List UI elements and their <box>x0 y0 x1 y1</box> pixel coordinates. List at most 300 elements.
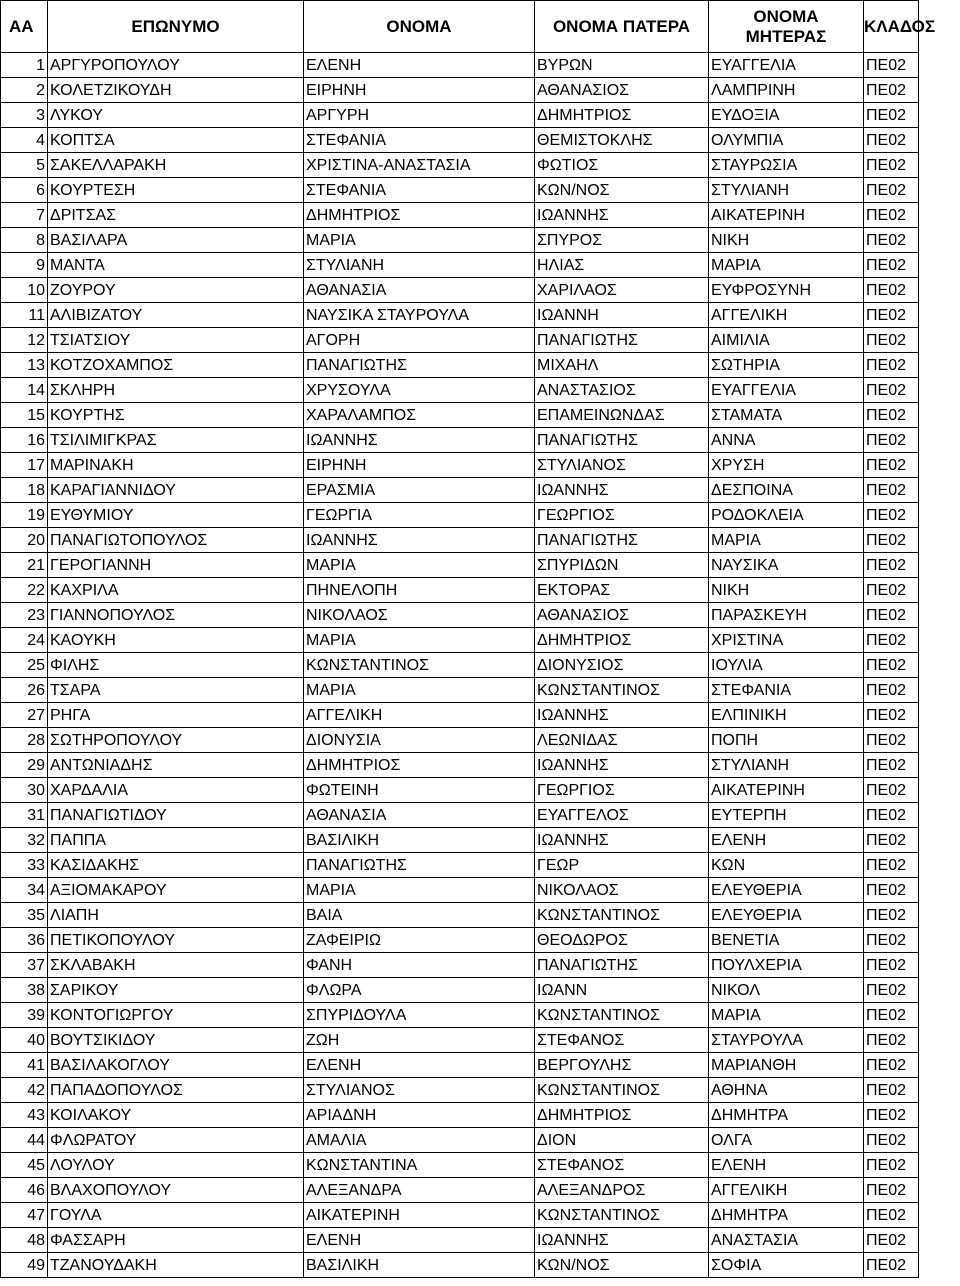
row-number: 12 <box>1 328 48 353</box>
mother-name-cell: ΕΥΦΡΟΣΥΝΗ <box>709 278 864 303</box>
mother-name-cell: ΑΝΑΣΤΑΣΙΑ <box>709 1228 864 1253</box>
mother-name-cell: ΚΩΝ <box>709 853 864 878</box>
father-name-cell: ΓΕΩΡΓΙΟΣ <box>535 778 709 803</box>
branch-cell: ΠΕ02 <box>864 1078 919 1103</box>
table-row <box>1 928 919 953</box>
row-number: 47 <box>1 1203 48 1228</box>
name-cell: ΚΩΝΣΤΑΝΤΙΝΟΣ <box>304 653 535 678</box>
surname-cell: ΚΑΧΡΙΛΑ <box>48 578 304 603</box>
surname-cell: ΛΥΚΟΥ <box>48 103 304 128</box>
mother-name-cell: ΝΙΚΟΛ <box>709 978 864 1003</box>
row-number: 1 <box>1 53 48 78</box>
surname-cell: ΛΙΑΠΗ <box>48 903 304 928</box>
surname-cell: ΓΕΡΟΓΙΑΝΝΗ <box>48 553 304 578</box>
branch-cell: ΠΕ02 <box>864 378 919 403</box>
branch-cell: ΠΕ02 <box>864 1153 919 1178</box>
table-row <box>1 1028 919 1053</box>
row-number: 23 <box>1 603 48 628</box>
row-number: 15 <box>1 403 48 428</box>
table-row <box>1 653 919 678</box>
father-name-cell: ΣΤΕΦΑΝΟΣ <box>535 1153 709 1178</box>
row-number: 6 <box>1 178 48 203</box>
surname-cell: ΚΑΣΙΔΑΚΗΣ <box>48 853 304 878</box>
mother-name-cell: ΕΛΠΙΝΙΚΗ <box>709 703 864 728</box>
table-row <box>1 878 919 903</box>
table-row <box>1 278 919 303</box>
name-cell: ΓΕΩΡΓΙΑ <box>304 503 535 528</box>
row-number: 24 <box>1 628 48 653</box>
father-name-cell: ΔΙΟΝΥΣΙΟΣ <box>535 653 709 678</box>
mother-name-cell: ΕΥΤΕΡΠΗ <box>709 803 864 828</box>
father-name-cell: ΠΑΝΑΓΙΩΤΗΣ <box>535 328 709 353</box>
name-cell: ΒΑΙΑ <box>304 903 535 928</box>
table-row <box>1 1128 919 1153</box>
surname-cell: ΠΑΠΑΔΟΠΟΥΛΟΣ <box>48 1078 304 1103</box>
table-row <box>1 1053 919 1078</box>
surname-cell: ΣΑΡΙΚΟΥ <box>48 978 304 1003</box>
mother-name-cell: ΑΙΚΑΤΕΡΙΝΗ <box>709 778 864 803</box>
table-row <box>1 553 919 578</box>
branch-cell: ΠΕ02 <box>864 728 919 753</box>
table-row <box>1 228 919 253</box>
name-cell: ΕΛΕΝΗ <box>304 1228 535 1253</box>
father-name-cell: ΠΑΝΑΓΙΩΤΗΣ <box>535 953 709 978</box>
surname-cell: ΜΑΡΙΝΑΚΗ <box>48 453 304 478</box>
branch-cell: ΠΕ02 <box>864 1178 919 1203</box>
surname-cell: ΠΑΝΑΓΙΩΤΟΠΟΥΛΟΣ <box>48 528 304 553</box>
row-number: 46 <box>1 1178 48 1203</box>
mother-name-cell: ΝΑΥΣΙΚΑ <box>709 553 864 578</box>
mother-name-cell: ΜΑΡΙΑΝΘΗ <box>709 1053 864 1078</box>
mother-name-cell: ΧΡΙΣΤΙΝΑ <box>709 628 864 653</box>
table-row <box>1 303 919 328</box>
row-number: 44 <box>1 1128 48 1153</box>
surname-cell: ΚΑΟΥΚΗ <box>48 628 304 653</box>
table-row <box>1 528 919 553</box>
header-father-name: ΟΝΟΜΑ ΠΑΤΕΡΑ <box>535 1 709 53</box>
table-row <box>1 703 919 728</box>
surname-cell: ΑΛΙΒΙΖΑΤΟΥ <box>48 303 304 328</box>
name-cell: ΦΛΩΡΑ <box>304 978 535 1003</box>
table-row <box>1 728 919 753</box>
branch-cell: ΠΕ02 <box>864 878 919 903</box>
branch-cell: ΠΕ02 <box>864 178 919 203</box>
name-cell: ΜΑΡΙΑ <box>304 678 535 703</box>
table-row <box>1 628 919 653</box>
mother-name-cell: ΟΛΥΜΠΙΑ <box>709 128 864 153</box>
surname-cell: ΦΑΣΣΑΡΗ <box>48 1228 304 1253</box>
row-number: 26 <box>1 678 48 703</box>
table-row <box>1 578 919 603</box>
surname-cell: ΔΡΙΤΣΑΣ <box>48 203 304 228</box>
row-number: 45 <box>1 1153 48 1178</box>
branch-cell: ΠΕ02 <box>864 78 919 103</box>
row-number: 42 <box>1 1078 48 1103</box>
mother-name-cell: ΑΝΝΑ <box>709 428 864 453</box>
name-cell: ΜΑΡΙΑ <box>304 628 535 653</box>
row-number: 16 <box>1 428 48 453</box>
mother-name-cell: ΑΓΓΕΛΙΚΗ <box>709 303 864 328</box>
row-number: 27 <box>1 703 48 728</box>
father-name-cell: ΒΕΡΓΟΥΛΗΣ <box>535 1053 709 1078</box>
name-cell: ΝΙΚΟΛΑΟΣ <box>304 603 535 628</box>
table-row <box>1 428 919 453</box>
name-cell: ΔΙΟΝΥΣΙΑ <box>304 728 535 753</box>
branch-cell: ΠΕ02 <box>864 978 919 1003</box>
surname-cell: ΑΝΤΩΝΙΑΔΗΣ <box>48 753 304 778</box>
father-name-cell: ΠΑΝΑΓΙΩΤΗΣ <box>535 428 709 453</box>
name-cell: ΠΑΝΑΓΙΩΤΗΣ <box>304 353 535 378</box>
name-cell: ΕΡΑΣΜΙΑ <box>304 478 535 503</box>
surname-cell: ΜΑΝΤΑ <box>48 253 304 278</box>
mother-name-cell: ΣΤΑΜΑΤΑ <box>709 403 864 428</box>
branch-cell: ΠΕ02 <box>864 1028 919 1053</box>
name-cell: ΜΑΡΙΑ <box>304 553 535 578</box>
mother-name-cell: ΑΓΓΕΛΙΚΗ <box>709 1178 864 1203</box>
branch-cell: ΠΕ02 <box>864 503 919 528</box>
row-number: 37 <box>1 953 48 978</box>
father-name-cell: ΙΩΑΝΝΗ <box>535 303 709 328</box>
row-number: 10 <box>1 278 48 303</box>
branch-cell: ΠΕ02 <box>864 1228 919 1253</box>
surname-cell: ΧΑΡΔΑΛΙΑ <box>48 778 304 803</box>
table-row <box>1 903 919 928</box>
branch-cell: ΠΕ02 <box>864 203 919 228</box>
father-name-cell: ΚΩΝ/ΝΟΣ <box>535 1253 709 1278</box>
row-number: 40 <box>1 1028 48 1053</box>
mother-name-cell: ΕΥΑΓΓΕΛΙΑ <box>709 378 864 403</box>
surname-cell: ΒΑΣΙΛΑΚΟΓΛΟΥ <box>48 1053 304 1078</box>
table-row <box>1 1078 919 1103</box>
table-row <box>1 203 919 228</box>
father-name-cell: ΘΕΜΙΣΤΟΚΛΗΣ <box>535 128 709 153</box>
table-row <box>1 353 919 378</box>
father-name-cell: ΒΥΡΩΝ <box>535 53 709 78</box>
branch-cell: ΠΕ02 <box>864 103 919 128</box>
name-cell: ΚΩΝΣΤΑΝΤΙΝΑ <box>304 1153 535 1178</box>
surname-cell: ΦΛΩΡΑΤΟΥ <box>48 1128 304 1153</box>
name-cell: ΧΑΡΑΛΑΜΠΟΣ <box>304 403 535 428</box>
table-row <box>1 328 919 353</box>
row-number: 4 <box>1 128 48 153</box>
branch-cell: ΠΕ02 <box>864 753 919 778</box>
branch-cell: ΠΕ02 <box>864 928 919 953</box>
surname-cell: ΚΟΠΤΣΑ <box>48 128 304 153</box>
name-cell: ΣΤΥΛΙΑΝΗ <box>304 253 535 278</box>
mother-name-cell: ΣΤΥΛΙΑΝΗ <box>709 178 864 203</box>
surname-cell: ΣΩΤΗΡΟΠΟΥΛΟΥ <box>48 728 304 753</box>
row-number: 36 <box>1 928 48 953</box>
mother-name-cell: ΕΥΔΟΞΙΑ <box>709 103 864 128</box>
surname-cell: ΚΟΥΡΤΗΣ <box>48 403 304 428</box>
name-cell: ΙΩΑΝΝΗΣ <box>304 528 535 553</box>
father-name-cell: ΙΩΑΝΝΗΣ <box>535 753 709 778</box>
mother-name-cell: ΑΘΗΝΑ <box>709 1078 864 1103</box>
name-cell: ΑΘΑΝΑΣΙΑ <box>304 803 535 828</box>
surname-cell: ΣΚΛΑΒΑΚΗ <box>48 953 304 978</box>
father-name-cell: ΕΥΑΓΓΕΛΟΣ <box>535 803 709 828</box>
branch-cell: ΠΕ02 <box>864 1203 919 1228</box>
father-name-cell: ΚΩΝΣΤΑΝΤΙΝΟΣ <box>535 678 709 703</box>
name-cell: ΕΛΕΝΗ <box>304 53 535 78</box>
surname-cell: ΚΟΛΕΤΖΙΚΟΥΔΗ <box>48 78 304 103</box>
father-name-cell: ΙΩΑΝΝΗΣ <box>535 703 709 728</box>
surname-cell: ΓΙΑΝΝΟΠΟΥΛΟΣ <box>48 603 304 628</box>
surname-cell: ΒΑΣΙΛΑΡΑ <box>48 228 304 253</box>
name-cell: ΕΙΡΗΝΗ <box>304 78 535 103</box>
surname-cell: ΕΥΘΥΜΙΟΥ <box>48 503 304 528</box>
name-cell: ΧΡΙΣΤΙΝΑ-ΑΝΑΣΤΑΣΙΑ <box>304 153 535 178</box>
branch-cell: ΠΕ02 <box>864 428 919 453</box>
header-branch: ΚΛΑΔΟΣ <box>864 1 919 53</box>
branch-cell: ΠΕ02 <box>864 528 919 553</box>
surname-cell: ΒΛΑΧΟΠΟΥΛΟΥ <box>48 1178 304 1203</box>
table-row <box>1 178 919 203</box>
name-cell: ΑΡΙΑΔΝΗ <box>304 1103 535 1128</box>
mother-name-cell: ΛΑΜΠΡΙΝΗ <box>709 78 864 103</box>
father-name-cell: ΑΝΑΣΤΑΣΙΟΣ <box>535 378 709 403</box>
branch-cell: ΠΕ02 <box>864 1253 919 1278</box>
name-cell: ΝΑΥΣΙΚΑ ΣΤΑΥΡΟΥΛΑ <box>304 303 535 328</box>
father-name-cell: ΙΩΑΝΝΗΣ <box>535 203 709 228</box>
mother-name-cell: ΣΤΕΦΑΝΙΑ <box>709 678 864 703</box>
branch-cell: ΠΕ02 <box>864 128 919 153</box>
surname-cell: ΠΑΝΑΓΙΩΤΙΔΟΥ <box>48 803 304 828</box>
table-row <box>1 1103 919 1128</box>
surname-cell: ΖΟΥΡΟΥ <box>48 278 304 303</box>
table-row <box>1 53 919 78</box>
mother-name-cell: ΣΩΤΗΡΙΑ <box>709 353 864 378</box>
mother-name-cell: ΠΟΥΛΧΕΡΙΑ <box>709 953 864 978</box>
table-row <box>1 253 919 278</box>
row-number: 31 <box>1 803 48 828</box>
name-cell: ΕΛΕΝΗ <box>304 1053 535 1078</box>
name-cell: ΑΘΑΝΑΣΙΑ <box>304 278 535 303</box>
mother-name-cell: ΠΟΠΗ <box>709 728 864 753</box>
row-number: 49 <box>1 1253 48 1278</box>
branch-cell: ΠΕ02 <box>864 353 919 378</box>
father-name-cell: ΘΕΟΔΩΡΟΣ <box>535 928 709 953</box>
surname-cell: ΣΑΚΕΛΛΑΡΑΚΗ <box>48 153 304 178</box>
table-row <box>1 953 919 978</box>
mother-name-cell: ΣΟΦΙΑ <box>709 1253 864 1278</box>
surname-cell: ΦΙΛΗΣ <box>48 653 304 678</box>
table-row <box>1 778 919 803</box>
table-row <box>1 403 919 428</box>
table-row <box>1 78 919 103</box>
row-number: 21 <box>1 553 48 578</box>
header-surname: ΕΠΩΝΥΜΟ <box>48 1 304 53</box>
mother-name-cell: ΑΙΜΙΛΙΑ <box>709 328 864 353</box>
row-number: 33 <box>1 853 48 878</box>
father-name-cell: ΚΩΝΣΤΑΝΤΙΝΟΣ <box>535 903 709 928</box>
row-number: 28 <box>1 728 48 753</box>
branch-cell: ΠΕ02 <box>864 1128 919 1153</box>
name-cell: ΦΩΤΕΙΝΗ <box>304 778 535 803</box>
surname-cell: ΛΟΥΛΟΥ <box>48 1153 304 1178</box>
branch-cell: ΠΕ02 <box>864 903 919 928</box>
table-row <box>1 503 919 528</box>
branch-cell: ΠΕ02 <box>864 478 919 503</box>
name-cell: ΙΩΑΝΝΗΣ <box>304 428 535 453</box>
row-number: 29 <box>1 753 48 778</box>
name-cell: ΑΓΓΕΛΙΚΗ <box>304 703 535 728</box>
branch-cell: ΠΕ02 <box>864 953 919 978</box>
father-name-cell: ΙΩΑΝΝ <box>535 978 709 1003</box>
table-row <box>1 803 919 828</box>
branch-cell: ΠΕ02 <box>864 803 919 828</box>
father-name-cell: ΙΩΑΝΝΗΣ <box>535 828 709 853</box>
header-mother-name: ΟΝΟΜΑ ΜΗΤΕΡΑΣ <box>709 1 864 53</box>
branch-cell: ΠΕ02 <box>864 603 919 628</box>
father-name-cell: ΑΘΑΝΑΣΙΟΣ <box>535 78 709 103</box>
name-cell: ΣΤΥΛΙΑΝΟΣ <box>304 1078 535 1103</box>
header-aa: ΑΑ <box>1 1 48 53</box>
father-name-cell: ΑΛΕΞΑΝΔΡΟΣ <box>535 1178 709 1203</box>
table-row <box>1 753 919 778</box>
name-cell: ΧΡΥΣΟΥΛΑ <box>304 378 535 403</box>
row-number: 8 <box>1 228 48 253</box>
name-cell: ΕΙΡΗΝΗ <box>304 453 535 478</box>
mother-name-cell: ΡΟΔΟΚΛΕΙΑ <box>709 503 864 528</box>
table-row <box>1 153 919 178</box>
name-cell: ΒΑΣΙΛΙΚΗ <box>304 1253 535 1278</box>
mother-name-cell: ΕΛΕΥΘΕΡΙΑ <box>709 878 864 903</box>
surname-cell: ΚΟΤΖΟΧΑΜΠΟΣ <box>48 353 304 378</box>
name-cell: ΑΜΑΛΙΑ <box>304 1128 535 1153</box>
row-number: 5 <box>1 153 48 178</box>
branch-cell: ΠΕ02 <box>864 53 919 78</box>
branch-cell: ΠΕ02 <box>864 1053 919 1078</box>
table-row <box>1 853 919 878</box>
father-name-cell: ΜΙΧΑΗΛ <box>535 353 709 378</box>
table-row <box>1 128 919 153</box>
table-row <box>1 1178 919 1203</box>
surname-cell: ΣΚΛΗΡΗ <box>48 378 304 403</box>
row-number: 48 <box>1 1228 48 1253</box>
father-name-cell: ΣΠΥΡΙΔΩΝ <box>535 553 709 578</box>
row-number: 17 <box>1 453 48 478</box>
surname-cell: ΤΣΙΑΤΣΙΟΥ <box>48 328 304 353</box>
surname-cell: ΚΟΥΡΤΕΣΗ <box>48 178 304 203</box>
name-cell: ΣΤΕΦΑΝΙΑ <box>304 128 535 153</box>
mother-name-cell: ΑΙΚΑΤΕΡΙΝΗ <box>709 203 864 228</box>
branch-cell: ΠΕ02 <box>864 303 919 328</box>
name-cell: ΑΛΕΞΑΝΔΡΑ <box>304 1178 535 1203</box>
surname-cell: ΤΖΑΝΟΥΔΑΚΗ <box>48 1253 304 1278</box>
branch-cell: ΠΕ02 <box>864 703 919 728</box>
name-cell: ΖΩΗ <box>304 1028 535 1053</box>
name-cell: ΖΑΦΕΙΡΙΩ <box>304 928 535 953</box>
father-name-cell: ΚΩΝΣΤΑΝΤΙΝΟΣ <box>535 1078 709 1103</box>
branch-cell: ΠΕ02 <box>864 578 919 603</box>
father-name-cell: ΔΙΟΝ <box>535 1128 709 1153</box>
name-cell: ΑΙΚΑΤΕΡΙΝΗ <box>304 1203 535 1228</box>
row-number: 32 <box>1 828 48 853</box>
father-name-cell: ΕΠΑΜΕΙΝΩΝΔΑΣ <box>535 403 709 428</box>
surname-cell: ΓΟΥΛΑ <box>48 1203 304 1228</box>
branch-cell: ΠΕ02 <box>864 828 919 853</box>
row-number: 7 <box>1 203 48 228</box>
row-number: 34 <box>1 878 48 903</box>
row-number: 3 <box>1 103 48 128</box>
father-name-cell: ΧΑΡΙΛΑΟΣ <box>535 278 709 303</box>
branch-cell: ΠΕ02 <box>864 553 919 578</box>
row-number: 39 <box>1 1003 48 1028</box>
name-cell: ΜΑΡΙΑ <box>304 878 535 903</box>
name-cell: ΠΗΝΕΛΟΠΗ <box>304 578 535 603</box>
branch-cell: ΠΕ02 <box>864 853 919 878</box>
mother-name-cell: ΣΤΑΥΡΟΥΛΑ <box>709 1028 864 1053</box>
surname-cell: ΤΣΑΡΑ <box>48 678 304 703</box>
mother-name-cell: ΝΙΚΗ <box>709 578 864 603</box>
father-name-cell: ΔΗΜΗΤΡΙΟΣ <box>535 1103 709 1128</box>
branch-cell: ΠΕ02 <box>864 153 919 178</box>
surname-cell: ΚΟΝΤΟΓΙΩΡΓΟΥ <box>48 1003 304 1028</box>
table-row <box>1 1203 919 1228</box>
name-cell: ΣΤΕΦΑΝΙΑ <box>304 178 535 203</box>
table-row <box>1 378 919 403</box>
mother-name-cell: ΜΑΡΙΑ <box>709 528 864 553</box>
name-cell: ΑΓΟΡΗ <box>304 328 535 353</box>
name-cell: ΜΑΡΙΑ <box>304 228 535 253</box>
table-row <box>1 1253 919 1278</box>
name-cell: ΦΑΝΗ <box>304 953 535 978</box>
mother-name-cell: ΕΛΕΝΗ <box>709 1153 864 1178</box>
table-row <box>1 1003 919 1028</box>
row-number: 13 <box>1 353 48 378</box>
father-name-cell: ΚΩΝ/ΝΟΣ <box>535 178 709 203</box>
branch-cell: ΠΕ02 <box>864 278 919 303</box>
row-number: 25 <box>1 653 48 678</box>
row-number: 38 <box>1 978 48 1003</box>
father-name-cell: ΙΩΑΝΝΗΣ <box>535 1228 709 1253</box>
mother-name-cell: ΣΤΥΛΙΑΝΗ <box>709 753 864 778</box>
name-cell: ΑΡΓΥΡΗ <box>304 103 535 128</box>
mother-name-cell: ΠΑΡΑΣΚΕΥΗ <box>709 603 864 628</box>
name-cell: ΠΑΝΑΓΙΩΤΗΣ <box>304 853 535 878</box>
header-name: ΟΝΟΜΑ <box>304 1 535 53</box>
branch-cell: ΠΕ02 <box>864 253 919 278</box>
father-name-cell: ΔΗΜΗΤΡΙΟΣ <box>535 103 709 128</box>
row-number: 9 <box>1 253 48 278</box>
branch-cell: ΠΕ02 <box>864 328 919 353</box>
mother-name-cell: ΕΛΕΥΘΕΡΙΑ <box>709 903 864 928</box>
father-name-cell: ΗΛΙΑΣ <box>535 253 709 278</box>
table-row <box>1 103 919 128</box>
row-number: 35 <box>1 903 48 928</box>
mother-name-cell: ΔΗΜΗΤΡΑ <box>709 1203 864 1228</box>
mother-name-cell: ΣΤΑΥΡΩΣΙΑ <box>709 153 864 178</box>
father-name-cell: ΠΑΝΑΓΙΩΤΗΣ <box>535 528 709 553</box>
branch-cell: ΠΕ02 <box>864 1103 919 1128</box>
mother-name-cell: ΜΑΡΙΑ <box>709 1003 864 1028</box>
name-cell: ΒΑΣΙΛΙΚΗ <box>304 828 535 853</box>
row-number: 2 <box>1 78 48 103</box>
mother-name-cell: ΔΗΜΗΤΡΑ <box>709 1103 864 1128</box>
surname-cell: ΠΑΠΠΑ <box>48 828 304 853</box>
table-row <box>1 1228 919 1253</box>
name-cell: ΣΠΥΡΙΔΟΥΛΑ <box>304 1003 535 1028</box>
row-number: 18 <box>1 478 48 503</box>
branch-cell: ΠΕ02 <box>864 403 919 428</box>
branch-cell: ΠΕ02 <box>864 678 919 703</box>
branch-cell: ΠΕ02 <box>864 628 919 653</box>
table-row <box>1 828 919 853</box>
table-row <box>1 478 919 503</box>
row-number: 30 <box>1 778 48 803</box>
father-name-cell: ΣΤΕΦΑΝΟΣ <box>535 1028 709 1053</box>
